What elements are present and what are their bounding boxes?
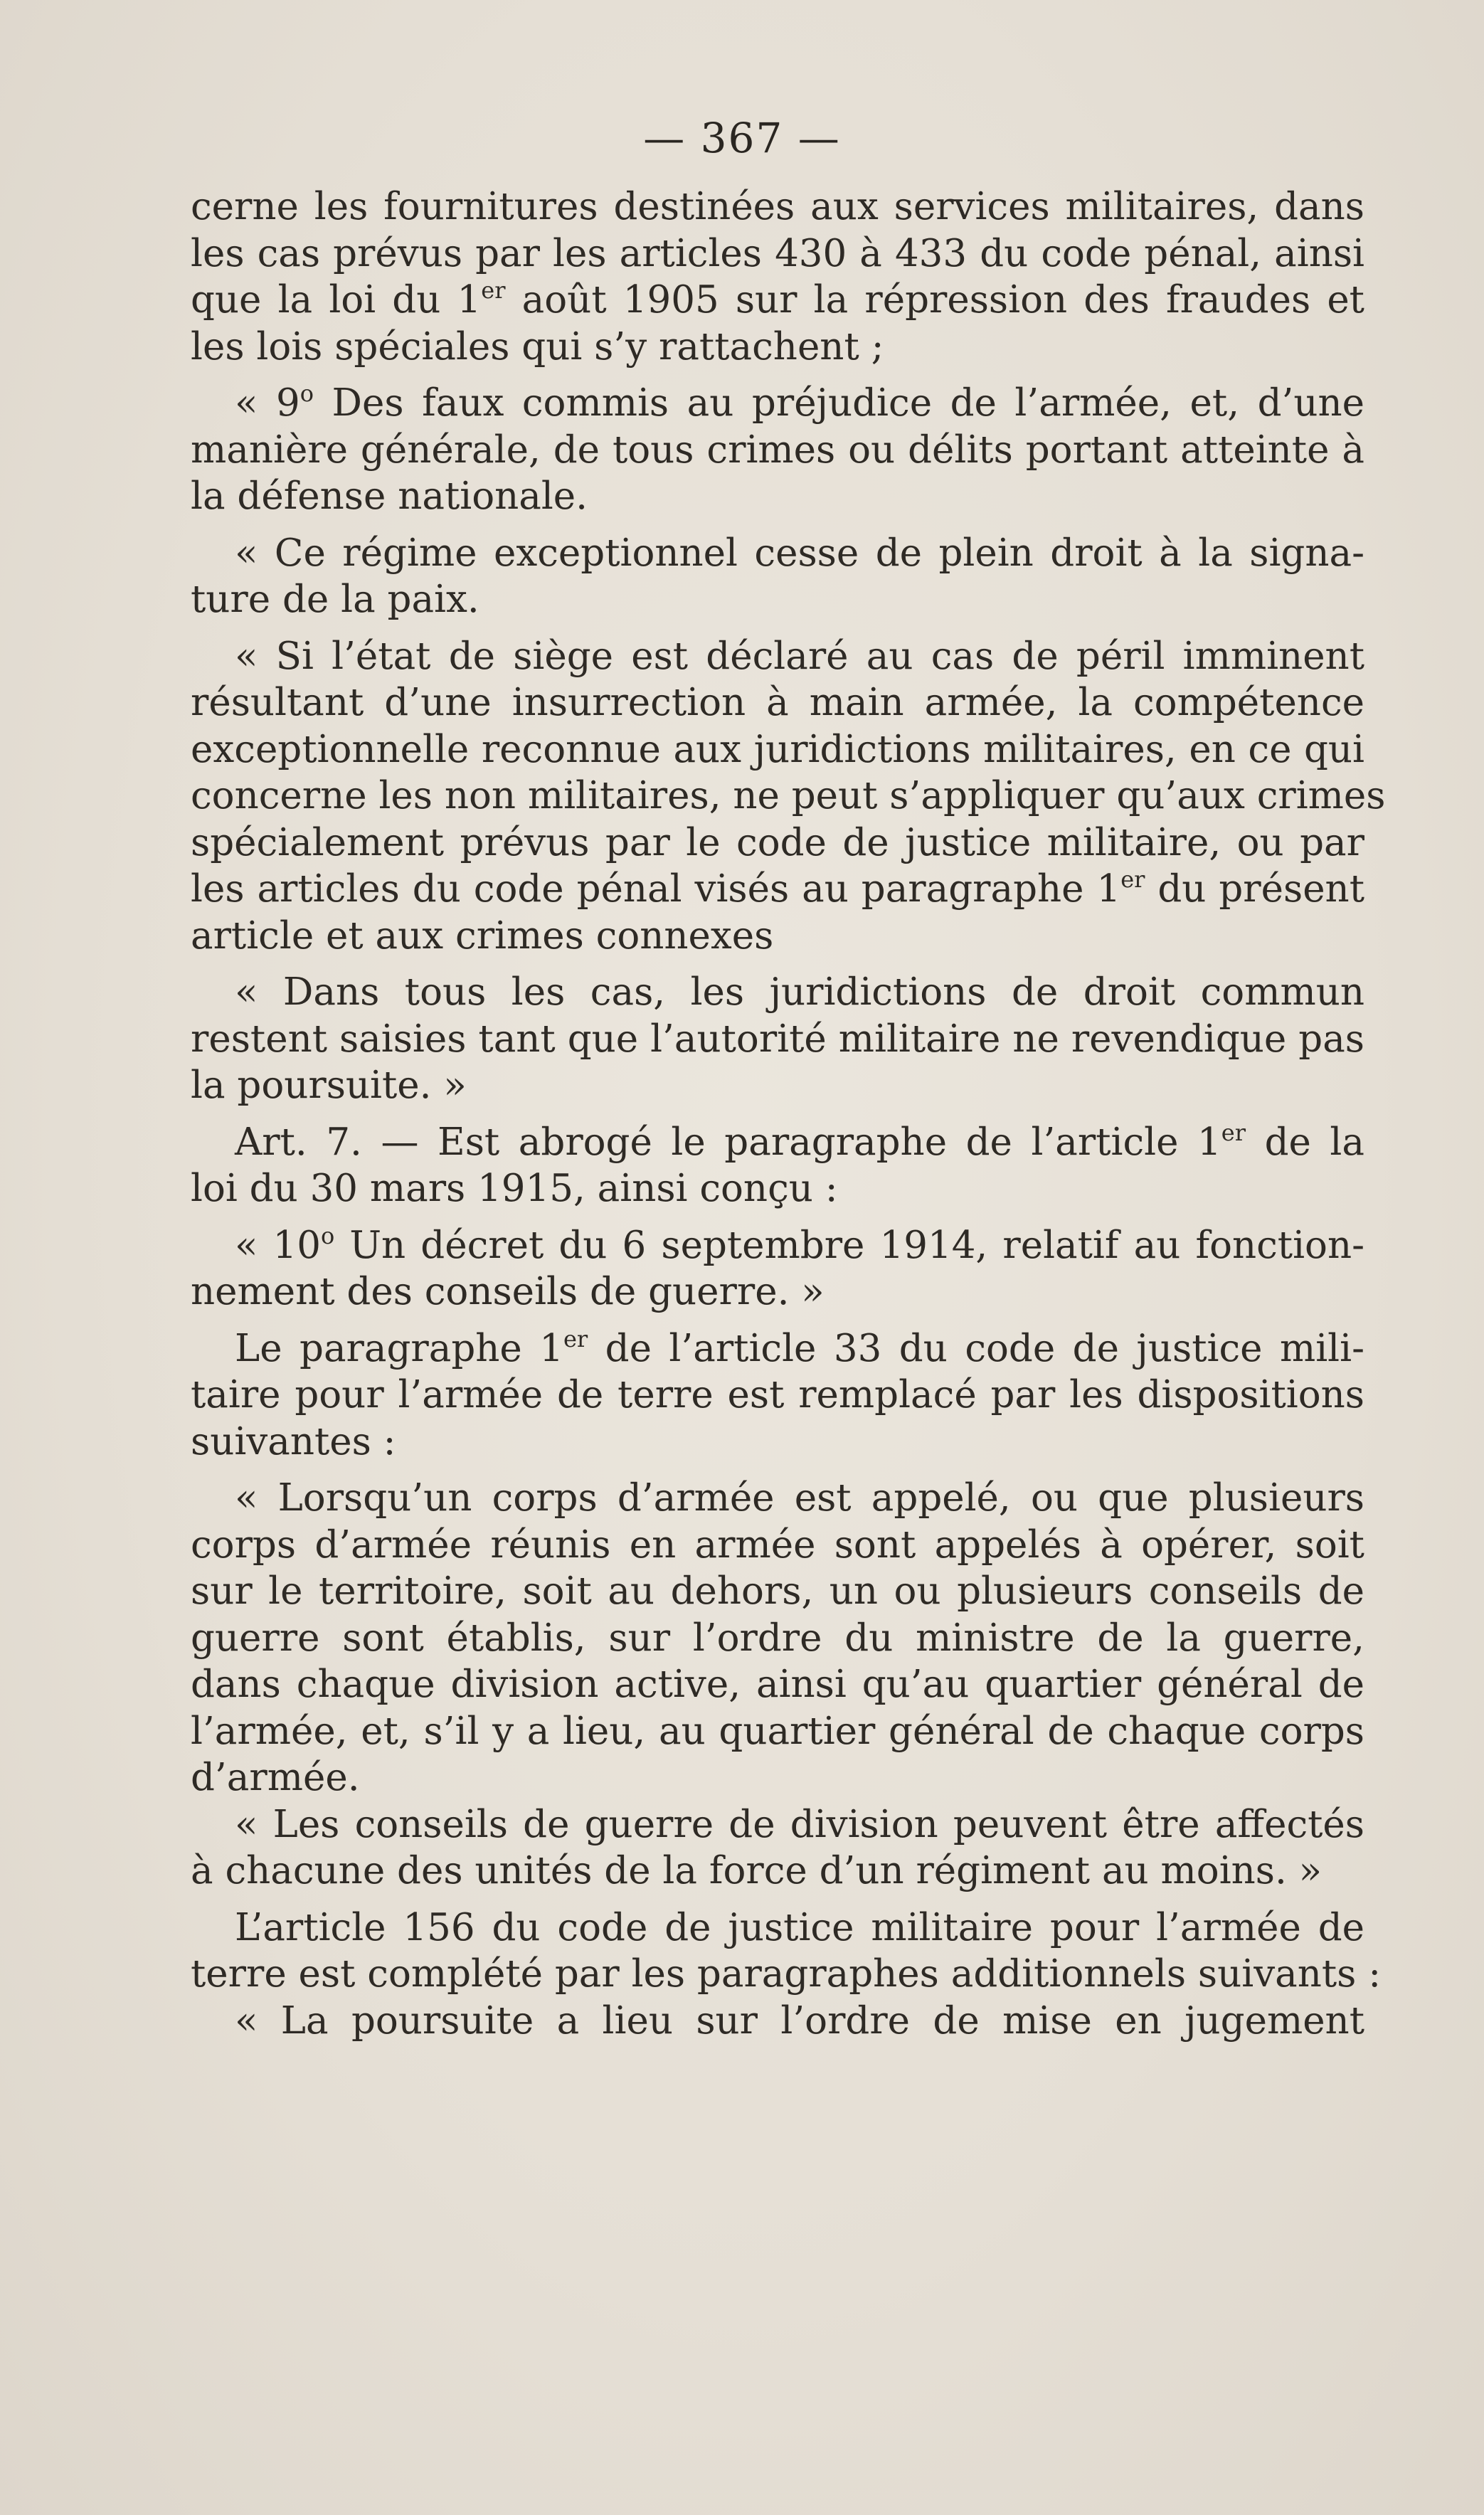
paragraph xyxy=(191,1905,1382,1998)
text-line: que la loi du 1er août 1905 sur la répression des fraudes et xyxy=(191,277,1364,322)
paragraph xyxy=(191,184,1364,370)
text-line: « Ce régime exceptionnel cesse de plein droit à la signa- xyxy=(235,531,1364,575)
text-line: la poursuite. » xyxy=(191,1064,467,1107)
paragraph xyxy=(191,1222,1364,1315)
text-line: Art. 7. — Est abrogé le paragraphe de l’article 1er de la xyxy=(235,1118,1364,1164)
text-line: « 9$^o$ Des faux commis au préjudice de l’armée, et, d’une xyxy=(235,380,1364,425)
body-text xyxy=(191,184,1386,2044)
text-line: ture de la paix. xyxy=(191,578,479,621)
text-line: dans chaque division active, ainsi qu’au quartier général de xyxy=(191,1663,1364,1706)
paragraph xyxy=(191,1475,1364,1801)
text-line: article et aux crimes connexes xyxy=(191,914,774,958)
text-line: manière générale, de tous crimes ou délits portant atteinte à xyxy=(191,428,1364,472)
page-number: — 367 — xyxy=(643,114,841,162)
paragraph xyxy=(191,1801,1364,1895)
text-line: les lois spéciales qui s’y rattachent ; xyxy=(191,324,884,369)
paragraph xyxy=(191,530,1364,623)
text-line: nement des conseils de guerre. » xyxy=(191,1270,825,1313)
paragraph xyxy=(191,1325,1364,1466)
text-line: les cas prévus par les articles 430 à 433 du code pénal, ainsi xyxy=(191,231,1364,275)
paragraph xyxy=(191,1998,1364,2045)
paragraph xyxy=(191,633,1386,960)
text-line: suivantes : xyxy=(191,1419,396,1463)
text-line: Le paragraphe 1er de l’article 33 du code de justice mili- xyxy=(235,1325,1364,1370)
text-line: restent saisies tant que l’autorité militaire ne revendique pas xyxy=(191,1017,1364,1061)
text-line: terre est complété par les paragraphes additionnels suivants : xyxy=(191,1952,1382,1996)
text-line: « 10$^o$ Un décret du 6 septembre 1914, relatif au fonction- xyxy=(235,1222,1364,1267)
text-line: taire pour l’armée de terre est remplacé par les dispositions xyxy=(191,1373,1364,1417)
text-line: loi du 30 mars 1915, ainsi conçu : xyxy=(191,1167,838,1210)
paragraph xyxy=(191,1119,1364,1212)
text-line: à chacune des unités de la force d’un régiment au moins. » xyxy=(191,1849,1323,1892)
text-line: « Lorsqu’un corps d’armée est appelé, ou que plusieurs xyxy=(235,1476,1364,1520)
text-line: « Les conseils de guerre de division peuvent être affectés xyxy=(235,1802,1364,1846)
text-line: concerne les non militaires, ne peut s’appliquer qu’aux crimes xyxy=(191,774,1386,817)
text-line: spécialement prévus par le code de justice militaire, ou par xyxy=(191,820,1364,864)
text-line: la défense nationale. xyxy=(191,475,588,518)
text-line: les articles du code pénal visés au paragraphe 1er du présent xyxy=(191,866,1364,911)
text-line: sur le territoire, soit au dehors, un ou plusieurs conseils de xyxy=(191,1569,1364,1613)
text-line: « La poursuite a lieu sur l’ordre de mise en jugement xyxy=(235,1998,1364,2043)
text-line: « Si l’état de siège est déclaré au cas de péril imminent xyxy=(235,634,1364,678)
text-line: « Dans tous les cas, les juridictions de droit commun xyxy=(235,970,1364,1014)
text-line: L’article 156 du code de justice militaire pour l’armée de xyxy=(235,1905,1364,1949)
paragraph xyxy=(191,380,1364,520)
text-line: cerne les fournitures destinées aux services militaires, dans xyxy=(191,185,1364,228)
text-line: exceptionnelle reconnue aux juridictions militaires, en ce qui xyxy=(191,727,1364,771)
text-line: résultant d’une insurrection à main armée, la compétence xyxy=(191,681,1364,724)
text-line: d’armée. xyxy=(191,1756,360,1799)
text-line: l’armée, et, s’il y a lieu, au quartier général de chaque corps xyxy=(191,1709,1364,1753)
paragraph xyxy=(191,969,1364,1109)
text-line: corps d’armée réunis en armée sont appelés à opérer, soit xyxy=(191,1523,1364,1567)
text-line: guerre sont établis, sur l’ordre du ministre de la guerre, xyxy=(191,1616,1364,1660)
